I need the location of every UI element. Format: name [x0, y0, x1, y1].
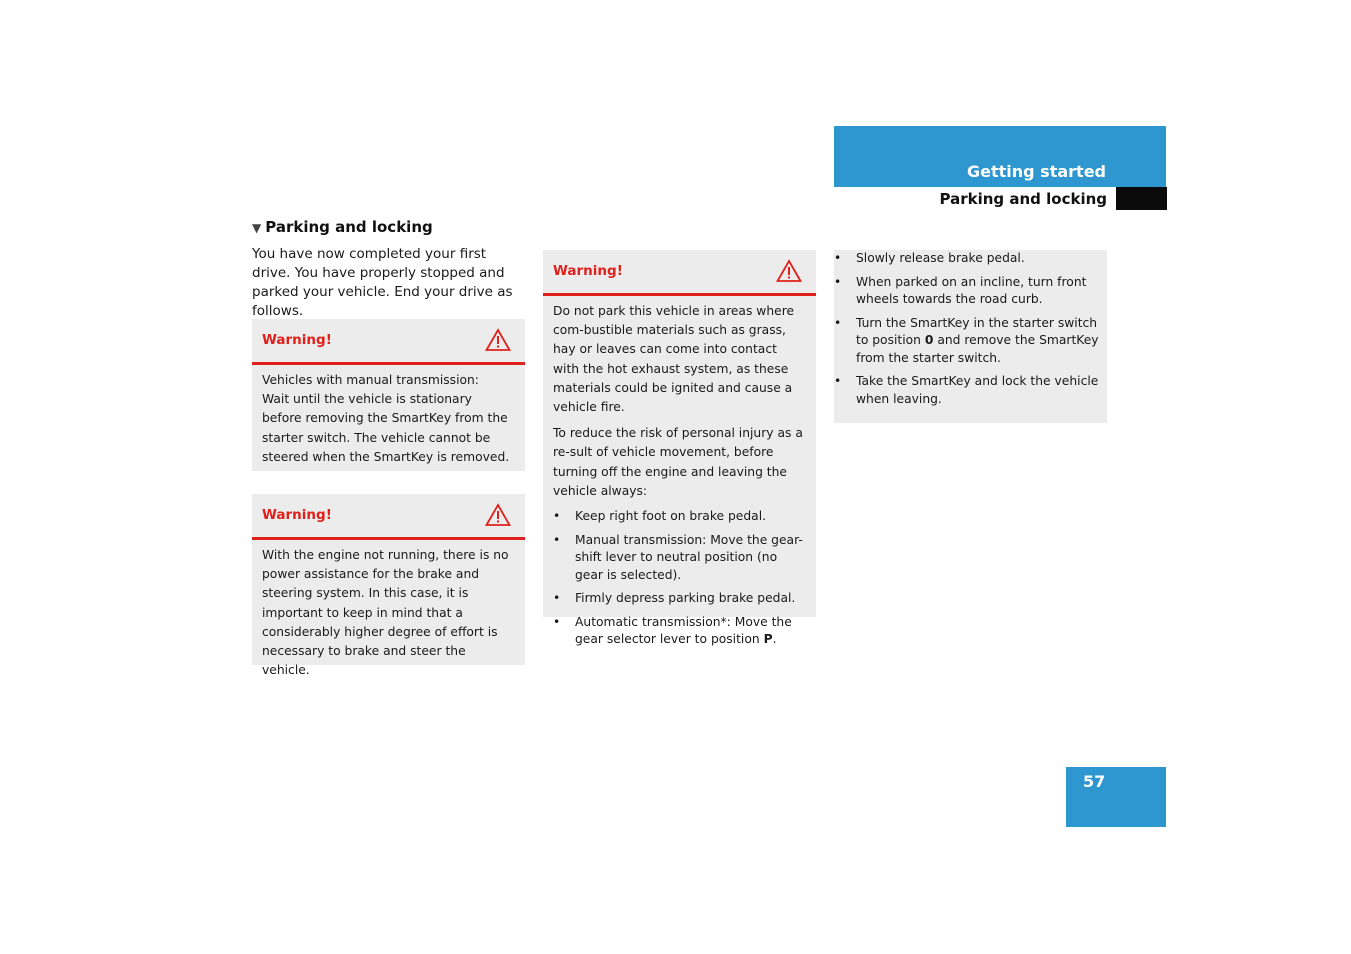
header-chapter-bar — [834, 126, 1166, 187]
warning-box-manual-transmission — [252, 319, 525, 471]
list-item: • Keep right foot on brake pedal. — [553, 508, 806, 526]
header-tab-marker — [1116, 187, 1167, 210]
chapter-title: Getting started — [967, 162, 1106, 181]
warning-box-engine-not-running — [252, 494, 525, 678]
page-number-tab — [1066, 767, 1166, 827]
list-item: • Firmly depress parking brake pedal. — [553, 590, 806, 608]
warning-body — [543, 296, 816, 663]
list-item: • When parked on an incline, turn front wheels towards the road curb. — [834, 274, 1107, 309]
list-item-text: Turn the SmartKey in the starter switch to position — [856, 315, 1098, 347]
warning-triangle-icon — [485, 328, 511, 352]
section-title-text: Parking and locking — [265, 218, 433, 236]
list-item-text: . — [772, 632, 777, 647]
warning-header — [252, 319, 525, 365]
warning-text-line: Vehicles with manual transmission: — [262, 373, 479, 387]
key-position-0: 0 — [924, 333, 934, 347]
warning-triangle-icon — [485, 503, 511, 527]
page-number: 57 — [1083, 772, 1106, 791]
triangle-down-icon: ▼ — [252, 221, 262, 235]
section-header: Parking and locking — [939, 190, 1107, 208]
list-item — [834, 315, 1107, 368]
steps-list — [834, 250, 1107, 408]
warning-title: Warning! — [262, 507, 332, 523]
warning-paragraph: Do not park this vehicle in areas where com-bustible materials such as grass, hay or leaves can come into contact with the hot exhaust system, as these materials could be ignited and cause a vehicle fire. — [553, 304, 795, 415]
warning-header — [543, 250, 816, 296]
warning-box-parking — [543, 250, 816, 647]
list-item — [553, 614, 806, 649]
warning-body — [252, 540, 525, 688]
gear-position-p: P — [763, 632, 773, 647]
list-item-text: and remove the SmartKey from the starter switch. — [856, 333, 1099, 365]
warning-title: Warning! — [262, 332, 332, 348]
list-item: • Manual transmission: Move the gear-shift lever to neutral position (no gear is selected). — [553, 532, 806, 585]
list-item: • Slowly release brake pedal. — [834, 250, 1107, 268]
warning-text: With the engine not running, there is no power assistance for the brake and steering system. In this case, it is important to keep in mind that a considerably higher degree of effort is necessary to brake and steer the vehicle. — [262, 548, 509, 678]
warning-body — [252, 365, 525, 475]
intro-paragraph: You have now completed your first drive. You have properly stopped and parked your vehicle. End your drive as follows. — [252, 246, 513, 319]
warning-title: Warning! — [553, 263, 623, 279]
list-item: • Take the SmartKey and lock the vehicle when leaving. — [834, 373, 1107, 408]
list-item-text: Automatic transmission*: Move the gear selector lever to position — [575, 614, 792, 647]
section-title — [252, 218, 433, 236]
warning-paragraph: To reduce the risk of personal injury as a re-sult of vehicle movement, before turning off the engine and leaving the vehicle always: — [553, 426, 803, 498]
steps-box — [834, 250, 1107, 423]
warning-text: Wait until the vehicle is stationary before removing the SmartKey from the starter switch. The vehicle cannot be steered when the SmartKey is removed. — [262, 392, 510, 464]
warning-list — [553, 508, 806, 649]
warning-header — [252, 494, 525, 540]
warning-triangle-icon — [776, 259, 802, 283]
